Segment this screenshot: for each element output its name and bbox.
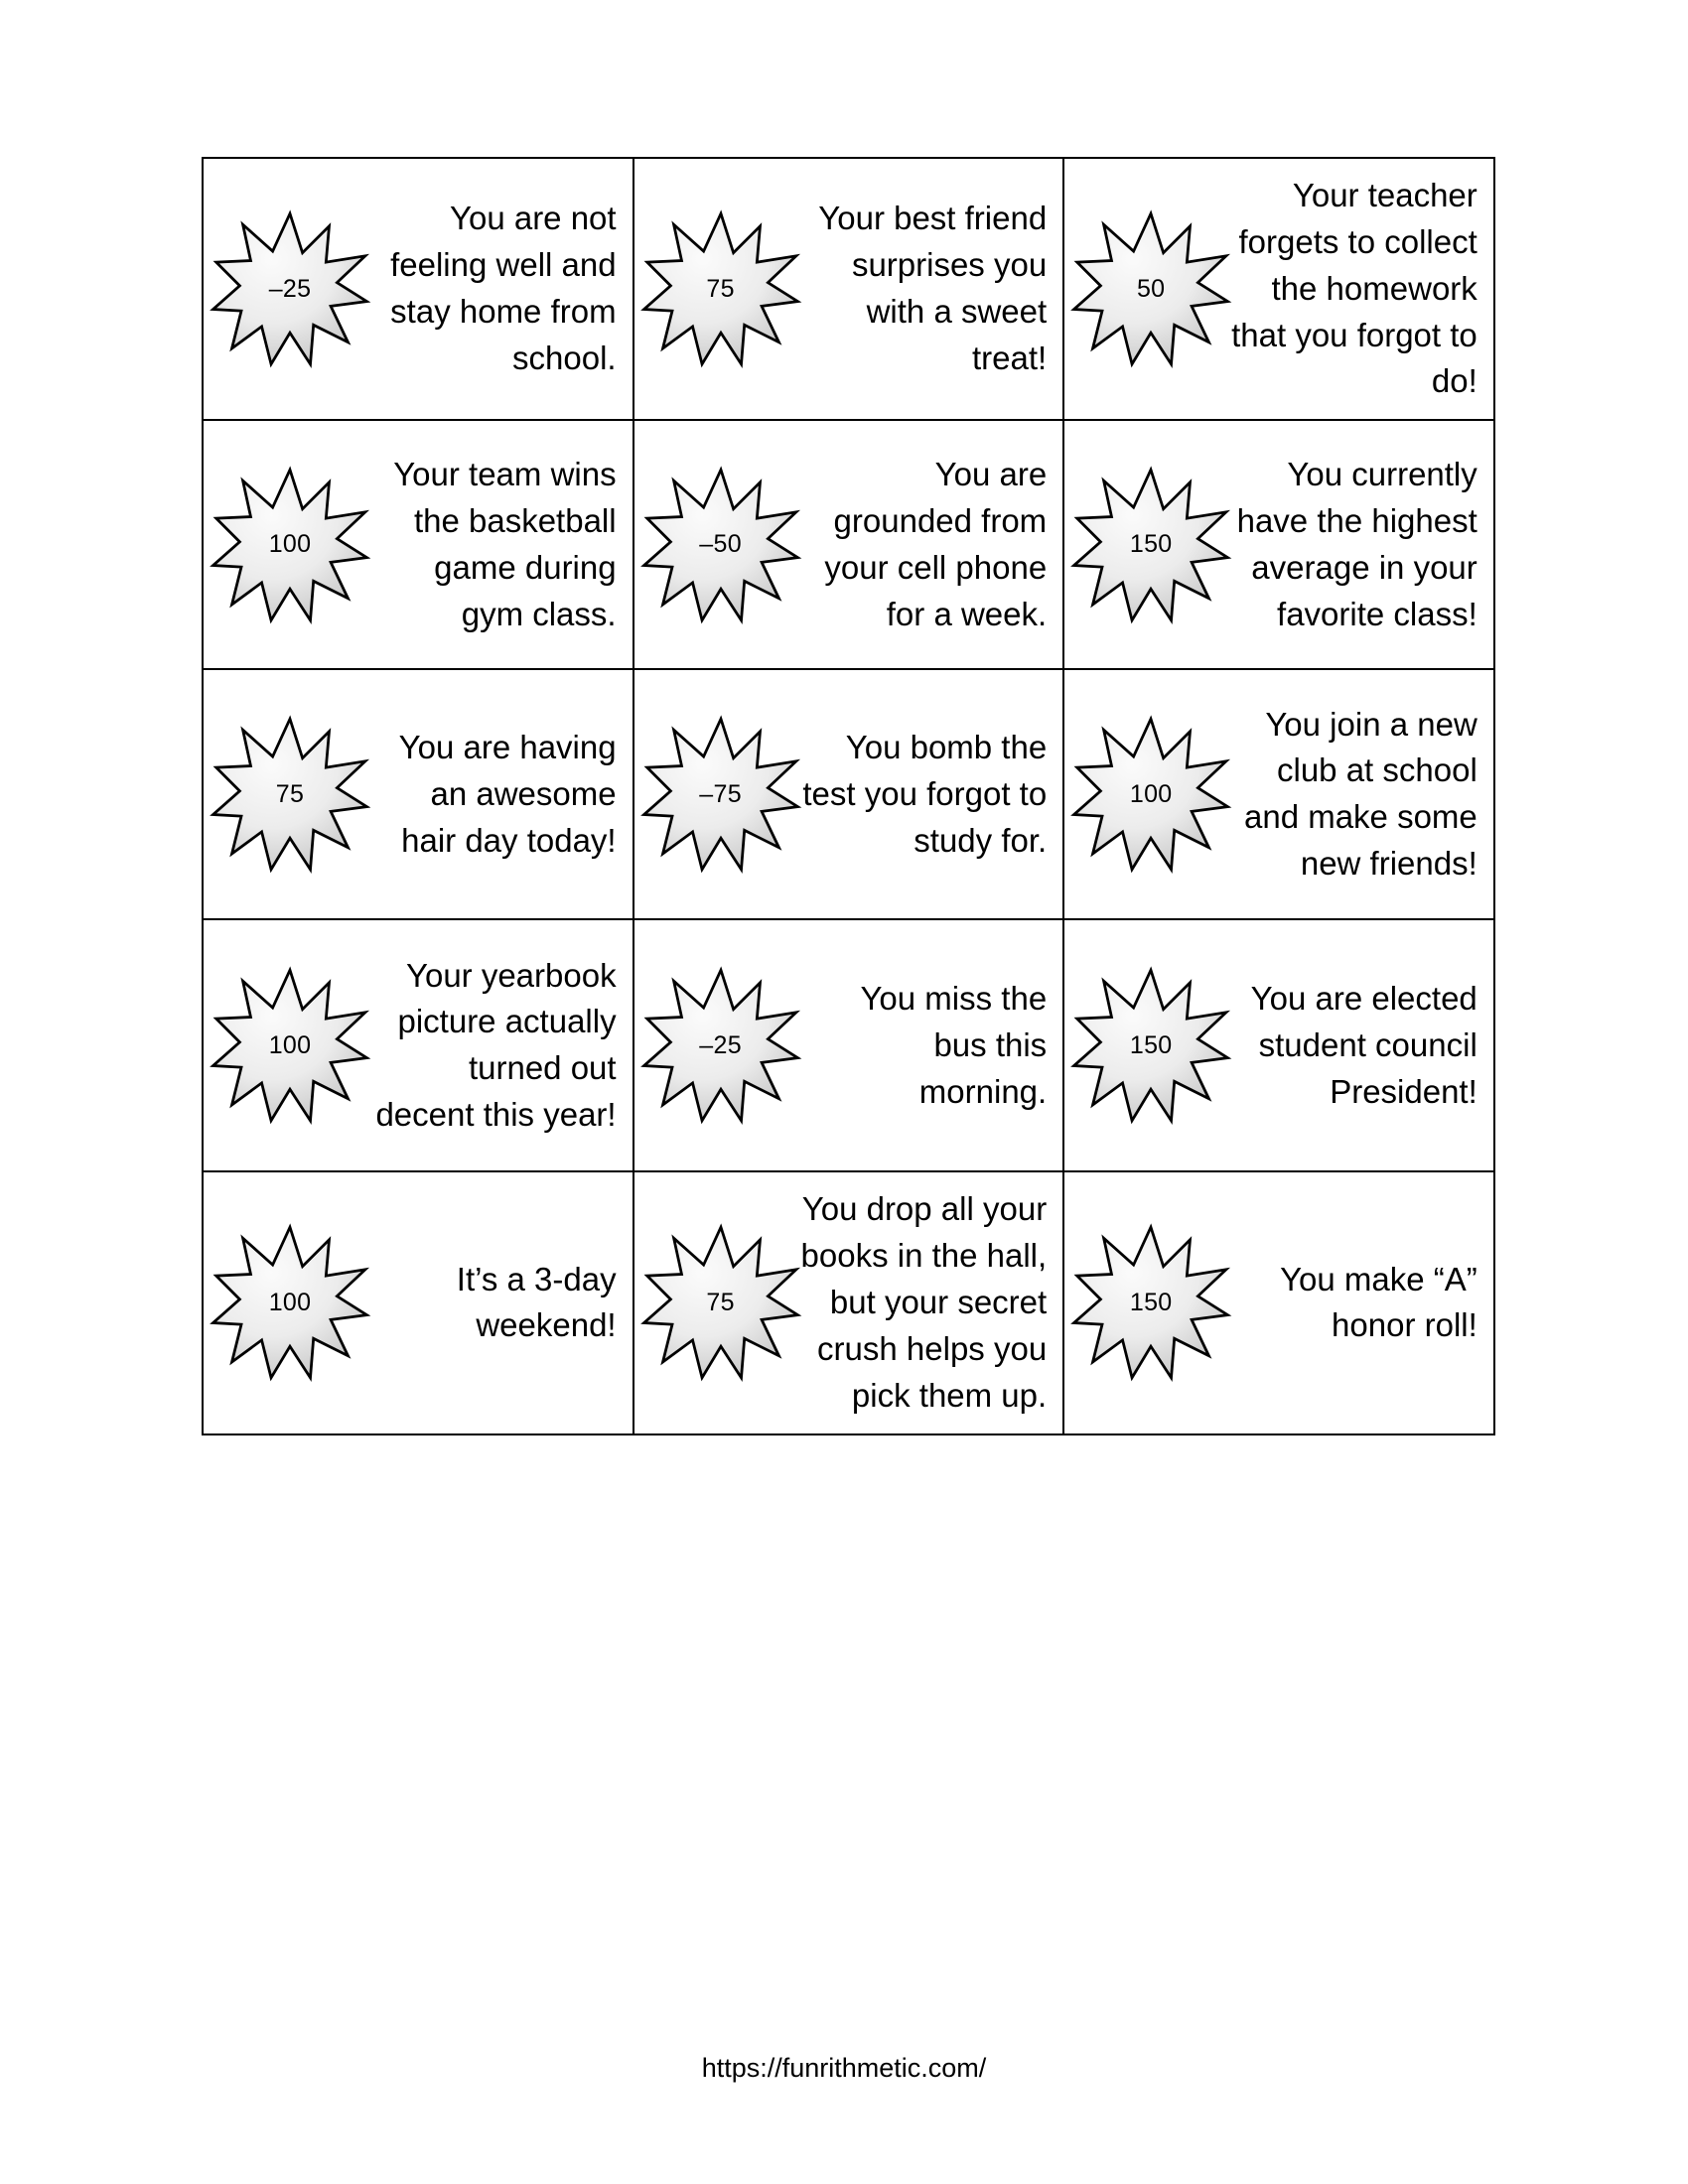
starburst-icon: [1072, 967, 1229, 1124]
card-cell[interactable]: [1063, 669, 1494, 919]
card-cell[interactable]: [1063, 919, 1494, 1171]
card-text: Your team wins the basketball game during gym class.: [393, 456, 617, 632]
card-cell[interactable]: [633, 669, 1064, 919]
starburst-icon: [211, 210, 368, 367]
card-text: You join a new club at school and make some new friends!: [1243, 705, 1477, 883]
point-card[interactable]: [634, 670, 1063, 918]
point-value: 150: [1129, 530, 1173, 559]
card-cell[interactable]: [203, 1171, 633, 1433]
card-text: You are having an awesome hair day today!: [398, 729, 617, 859]
point-value: –25: [268, 274, 312, 303]
card-row: [203, 420, 1494, 669]
starburst-icon: [1072, 467, 1229, 623]
point-value: 100: [268, 1030, 312, 1059]
card-text: Your teacher forgets to collect the homework that you forgot to do!: [1231, 177, 1477, 400]
point-card[interactable]: [204, 166, 633, 412]
card-text: Your yearbook picture actually turned out decent this year!: [375, 956, 617, 1134]
starburst-icon: [211, 1224, 368, 1381]
card-row: [203, 1171, 1494, 1433]
point-card[interactable]: [1064, 159, 1493, 419]
point-value: –25: [699, 1030, 742, 1059]
starburst-icon: [642, 467, 799, 623]
point-card[interactable]: [634, 1172, 1063, 1433]
point-card[interactable]: [634, 421, 1063, 668]
card-text: You are elected student council President!: [1250, 980, 1477, 1110]
card-cell[interactable]: [633, 919, 1064, 1171]
point-card[interactable]: [1064, 920, 1493, 1170]
point-card[interactable]: [634, 166, 1063, 412]
card-row: [203, 919, 1494, 1171]
card-cell[interactable]: [1063, 158, 1494, 420]
card-cell[interactable]: [203, 669, 633, 919]
card-row: [203, 669, 1494, 919]
card-cell[interactable]: [1063, 420, 1494, 669]
card-text: You are grounded from your cell phone for a week.: [824, 456, 1048, 632]
starburst-icon: [1072, 210, 1229, 367]
point-value: 100: [268, 1288, 312, 1316]
card-cell[interactable]: [633, 1171, 1064, 1433]
point-card[interactable]: [1064, 670, 1493, 918]
card-text: You drop all your books in the hall, but your secret crush helps you pick them up.: [800, 1190, 1048, 1414]
card-text: It’s a 3-day weekend!: [456, 1260, 617, 1344]
point-value: 75: [275, 779, 305, 808]
card-grid: [202, 157, 1495, 1435]
point-value: –75: [699, 779, 742, 808]
point-value: –50: [699, 530, 742, 559]
point-card[interactable]: [1064, 1174, 1493, 1431]
starburst-icon: [1072, 716, 1229, 873]
point-value: 50: [1136, 274, 1166, 303]
footer-url[interactable]: https://funrithmetic.com/: [701, 2053, 987, 2083]
card-cell[interactable]: [1063, 1171, 1494, 1433]
card-row: [203, 158, 1494, 420]
card-text: You currently have the highest average in your favorite class!: [1236, 456, 1477, 632]
card-text: You miss the bus this morning.: [860, 980, 1048, 1110]
starburst-icon: [211, 467, 368, 623]
point-card[interactable]: [1064, 421, 1493, 668]
point-card[interactable]: [634, 920, 1063, 1170]
point-value: 150: [1129, 1030, 1173, 1059]
starburst-icon: [211, 967, 368, 1124]
card-cell[interactable]: [203, 919, 633, 1171]
starburst-icon: [1072, 1224, 1229, 1381]
card-cell[interactable]: [203, 420, 633, 669]
point-card[interactable]: [204, 421, 633, 668]
starburst-icon: [642, 967, 799, 1124]
point-value: 75: [706, 1288, 735, 1316]
starburst-icon: [642, 1224, 799, 1381]
point-value: 100: [1129, 779, 1173, 808]
card-cell[interactable]: [633, 420, 1064, 669]
card-text: You bomb the test you forgot to study for.: [802, 729, 1048, 859]
card-cell[interactable]: [203, 158, 633, 420]
point-card[interactable]: [204, 670, 633, 918]
point-card[interactable]: [204, 1174, 633, 1431]
card-cell[interactable]: [633, 158, 1064, 420]
starburst-icon: [211, 716, 368, 873]
card-text: You are not feeling well and stay home from school.: [390, 200, 617, 376]
starburst-icon: [642, 716, 799, 873]
point-value: 75: [706, 274, 735, 303]
card-text: You make “A” honor roll!: [1280, 1260, 1477, 1344]
card-text: Your best friend surprises you with a sweet treat!: [818, 200, 1048, 376]
starburst-icon: [642, 210, 799, 367]
point-card[interactable]: [204, 920, 633, 1170]
point-value: 150: [1129, 1288, 1173, 1316]
point-value: 100: [268, 530, 312, 559]
